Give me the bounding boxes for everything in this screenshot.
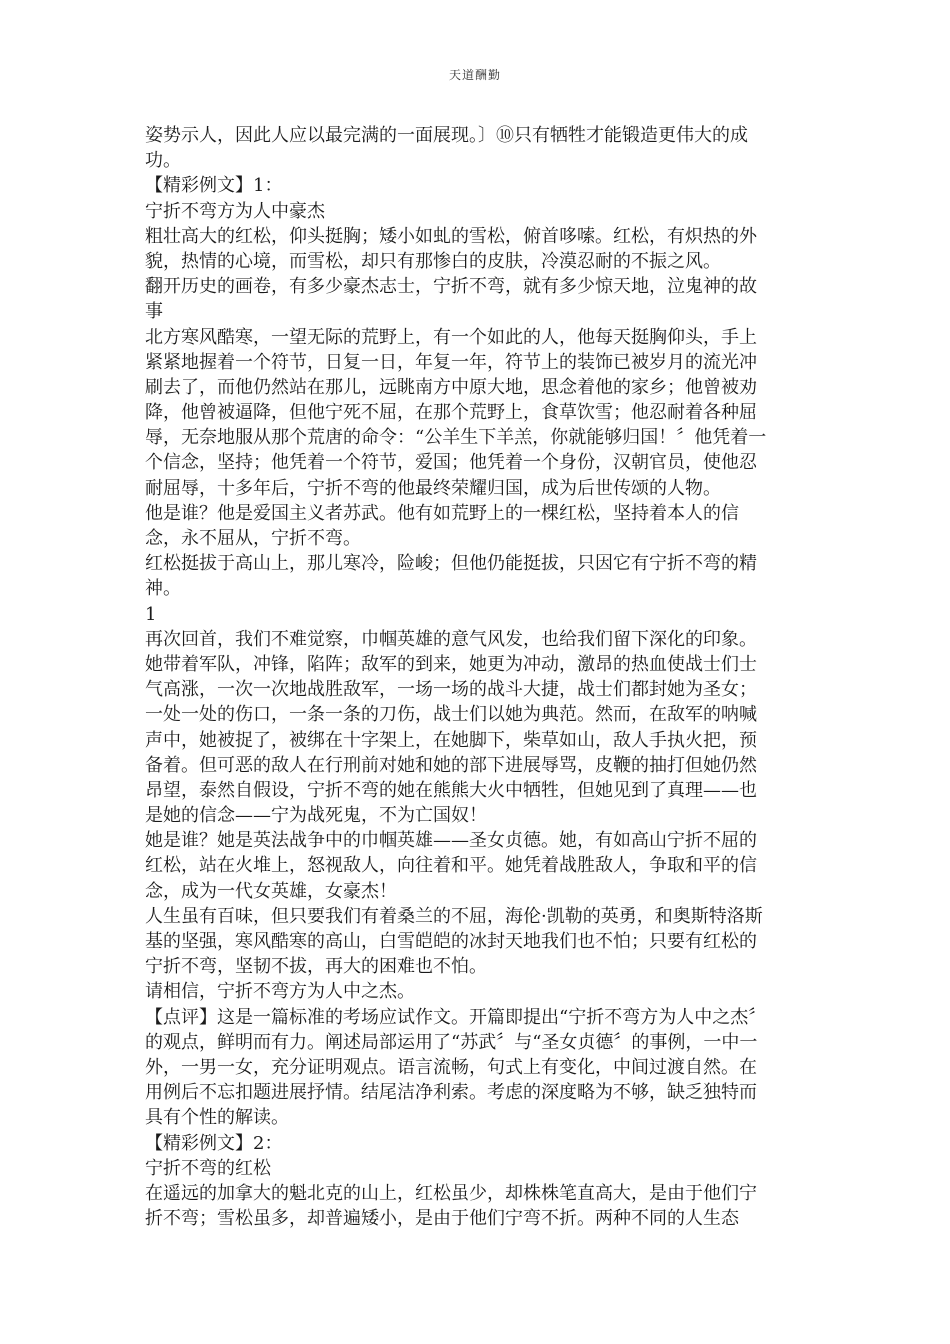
text-line: 粗壮高大的红松，仰头挺胸；矮小如虬的雪松，俯首哆嗦。红松，有炽热的外 bbox=[145, 225, 757, 247]
text-line: 辱，无奈地服从那个荒唐的命令：“公羊生下羊羔，你就能够归国！〞他凭着一 bbox=[145, 427, 767, 449]
text-line: 翻开历史的画卷，有多少豪杰志士，宁折不弯，就有多少惊天地，泣鬼神的故 bbox=[145, 276, 757, 298]
text-line: 个信念，坚持；他凭着一个符节，爱国；他凭着一个身份，汉朝官员，使他忍 bbox=[145, 452, 757, 474]
text-line: 人生虽有百味，但只要我们有着桑兰的不屈，海伦·凯勒的英勇，和奥斯特洛斯 bbox=[145, 905, 763, 927]
text-line: 外，一男一女，充分证明观点。语言流畅，句式上有变化，中间过渡自然。在 bbox=[145, 1056, 757, 1078]
text-line: 北方寒风酷寒，一望无际的荒野上，有一个如此的人，他每天挺胸仰头，手上 bbox=[145, 326, 757, 348]
text-line: 降，他曾被逼降，但他宁死不屈，在那个荒野上，食草饮雪；他忍耐着各种屈 bbox=[145, 402, 757, 424]
text-line: 刷去了，而他仍然站在那儿，远眺南方中原大地，思念着他的家乡；他曾被劝 bbox=[145, 376, 757, 398]
text-line: 【精彩例文】1： bbox=[145, 175, 283, 197]
text-line: 请相信，宁折不弯方为人中之杰。 bbox=[145, 981, 415, 1003]
text-line: 备着。但可恶的敌人在行刑前对她和她的部下进展辱骂，皮鞭的抽打但她仍然 bbox=[145, 754, 757, 776]
text-line: 紧紧地握着一个符节，日复一日，年复一年，符节上的装饰已被岁月的流光冲 bbox=[145, 351, 757, 373]
text-line: 用例后不忘扣题进展抒情。结尾洁净利索。考虑的深度略为不够，缺乏独特而 bbox=[145, 1082, 757, 1104]
text-line: 貌，热情的心境，而雪松，却只有那惨白的皮肤，冷漠忍耐的不振之风。 bbox=[145, 250, 721, 272]
text-line: 红松，站在火堆上，怒视敌人，向往着和平。她凭着战胜敌人，争取和平的信 bbox=[145, 855, 757, 877]
page-header: 天道酬勤 bbox=[448, 68, 501, 82]
document-body bbox=[145, 123, 810, 1231]
text-line: 折不弯；雪松虽多，却普遍矮小，是由于他们宁弯不折。两种不同的人生态 bbox=[145, 1208, 739, 1230]
text-line: 她带着军队，冲锋，陷阵；敌军的到来，她更为冲动，激昂的热血使战士们士 bbox=[145, 653, 757, 675]
text-line: 神。 bbox=[145, 578, 181, 600]
text-line: 宁折不弯的红松 bbox=[145, 1157, 271, 1179]
text-line: 宁折不弯，坚韧不拔，再大的困难也不怕。 bbox=[145, 956, 487, 978]
text-line: 的观点，鲜明而有力。阐述局部运用了“苏武〞与“圣女贞德〞的事例，一中一 bbox=[145, 1031, 758, 1053]
text-line: 念，永不屈从，宁折不弯。 bbox=[145, 528, 361, 549]
text-line: 【点评】这是一篇标准的考场应试作文。开篇即提出“宁折不弯方为人中之杰〞 bbox=[145, 1006, 767, 1028]
text-line: 一处一处的伤口，一条一条的刀伤，战士们以她为典范。然而，在敌军的呐喊 bbox=[145, 704, 757, 726]
text-line: 他是谁？他是爱国主义者苏武。他有如荒野上的一棵红松，坚持着本人的信 bbox=[145, 502, 739, 524]
text-line: 声中，她被捉了，被绑在十字架上，在她脚下，柴草如山，敌人手执火把，预 bbox=[145, 729, 757, 751]
text-line: 具有个性的解读。 bbox=[145, 1107, 289, 1129]
text-line: 在遥远的加拿大的魁北克的山上，红松虽少，却株株笔直高大，是由于他们宁 bbox=[145, 1182, 757, 1204]
text-line: 姿势示人，因此人应以最完满的一面展现。〕⑩只有牺牲才能锻造更伟大的成 bbox=[145, 125, 748, 146]
text-line: 红松挺拔于高山上，那儿寒冷，险峻；但他仍能挺拔，只因它有宁折不弯的精 bbox=[145, 553, 757, 575]
text-line: 1 bbox=[145, 603, 157, 625]
text-line: 是她的信念——宁为战死鬼，不为亡国奴！ bbox=[145, 805, 487, 827]
text-line: 宁折不弯方为人中豪杰 bbox=[145, 200, 325, 222]
text-line: 【精彩例文】2： bbox=[145, 1132, 283, 1154]
text-line: 事 bbox=[145, 301, 163, 323]
text-line: 功。 bbox=[145, 150, 181, 172]
text-line: 念，成为一代女英雄，女豪杰！ bbox=[145, 880, 397, 902]
text-line: 气高涨，一次一次地战胜敌军，一场一场的战斗大捷，战士们都封她为圣女； bbox=[145, 679, 757, 701]
text-line: 她是谁？她是英法战争中的巾帼英雄——圣女贞德。她，有如高山宁折不屈的 bbox=[145, 830, 757, 852]
text-line: 基的坚强，寒风酷寒的高山，白雪皑皑的冰封天地我们也不怕；只要有红松的 bbox=[145, 931, 757, 952]
text-line: 再次回首，我们不难觉察，巾帼英雄的意气风发，也给我们留下深化的印象。 bbox=[145, 628, 757, 650]
text-line: 耐屈辱，十多年后，宁折不弯的他最终荣耀归国，成为后世传颂的人物。 bbox=[145, 477, 721, 499]
text-line: 昂望，泰然自假设，宁折不弯的她在熊熊大火中牺牲，但她见到了真理——也 bbox=[145, 779, 757, 801]
